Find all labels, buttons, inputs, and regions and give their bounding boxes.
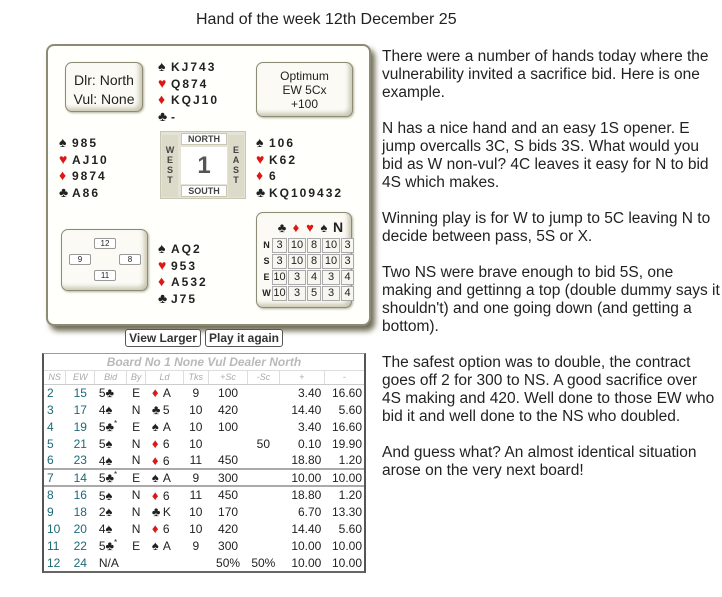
table-row: [44, 486, 364, 503]
optimum-box: [256, 62, 353, 117]
ns-matchpoints: 3.40: [298, 385, 322, 400]
tricks: 9: [192, 538, 200, 553]
hcp-west: 9: [69, 254, 91, 265]
article-paragraph: And guess what? An almost identical situation arose on the very next board!: [382, 444, 697, 479]
plus-score: 170: [218, 504, 239, 519]
lead-card: A: [162, 539, 171, 553]
plus-score: 50%: [216, 555, 241, 570]
plus-score: 450: [218, 488, 239, 502]
west-clubs: A86: [72, 185, 101, 200]
dd-cell: 10: [288, 254, 306, 269]
south-clubs: J75: [171, 291, 198, 306]
minus-score: [248, 452, 280, 469]
results-table: [42, 353, 366, 573]
table-row: [44, 418, 364, 435]
minus-score: [248, 469, 280, 486]
dd-row-e: [261, 269, 355, 285]
bid-cell: [95, 401, 127, 418]
west-spades: 985: [72, 136, 99, 150]
dd-row-w: [261, 285, 355, 301]
ew-pair: 16: [73, 488, 87, 502]
declarer: [126, 554, 146, 571]
dd-cell: 8: [307, 254, 321, 269]
spade-icon: ♠: [105, 436, 113, 451]
view-larger-button[interactable]: View Larger: [125, 329, 201, 347]
heart-icon: ♥: [306, 220, 314, 235]
lead-cell: [146, 435, 183, 452]
col-plus-score: +Sc: [209, 371, 248, 384]
spade-icon: ♠: [151, 470, 159, 485]
bid-cell: [95, 503, 127, 520]
lead-cell: [146, 537, 183, 554]
bid-cell: [95, 435, 127, 452]
bid-level: 2: [98, 505, 106, 519]
dd-seat: S: [263, 256, 270, 266]
ns-pair: 9: [47, 504, 54, 519]
lead-cell: [146, 401, 183, 418]
dealer-vul-box: [65, 62, 143, 112]
article-paragraph: Two NS were brave enough to bid 5S, one making and gettinng a top (double dummy says it shouldn't) and one going down (and getting a bottom).: [382, 264, 720, 335]
lead-card: A: [162, 420, 171, 434]
article-paragraph: N has a nice hand and an easy 1S opener. E jump overcalls 3C, S bids 3S. What would you bid as W non-vul? 4C leaves it easy for N to bid 4S which makes.: [382, 120, 709, 191]
table-row: [44, 503, 364, 520]
bid-cell: [95, 486, 127, 503]
table-row: [44, 401, 364, 418]
compass-north: NORTH: [181, 133, 227, 145]
lead-card: 6: [162, 437, 170, 451]
lead-card: A: [162, 386, 171, 401]
ns-pair: 8: [47, 488, 54, 502]
col-plus-mp: +: [279, 371, 324, 384]
diamond-icon: ♦: [292, 220, 300, 235]
col-ew: EW: [66, 371, 95, 384]
east-hand: [256, 134, 343, 200]
club-icon: ♣: [105, 470, 115, 485]
dealer-label: Dlr: North: [74, 72, 134, 88]
ew-pair: 23: [73, 453, 87, 467]
south-hearts: 953: [171, 258, 198, 273]
tricks: 10: [189, 402, 203, 417]
plus-score: 300: [218, 538, 239, 553]
notrump-label: N: [332, 219, 344, 235]
ns-pair: 2: [47, 385, 54, 400]
declarer: N: [131, 504, 141, 519]
bid-level: 4: [98, 522, 106, 536]
col-minus-mp: -: [324, 371, 364, 384]
ew-pair: 20: [73, 521, 87, 536]
plus-score: 420: [218, 402, 239, 417]
declarer: E: [132, 419, 141, 434]
tricks: 10: [189, 436, 203, 451]
table-row: [44, 520, 364, 537]
lead-cell: [146, 554, 183, 571]
ns-pair: 4: [47, 419, 54, 434]
ns-matchpoints: 10.00: [291, 555, 322, 570]
hcp-north: 12: [94, 238, 116, 249]
tricks: 10: [189, 504, 203, 519]
north-clubs: -: [171, 109, 177, 124]
diamond-icon: ♦: [151, 385, 159, 401]
declarer: E: [132, 385, 141, 400]
diamond-icon: ♦: [151, 452, 159, 468]
declarer: N: [131, 402, 141, 417]
lead-cell: [146, 418, 183, 435]
diamond-icon: ♦: [158, 273, 166, 289]
vulnerability-label: Vul: None: [73, 91, 135, 107]
dd-row-s: [261, 253, 355, 269]
east-spades: 106: [269, 136, 296, 150]
ew-pair: 18: [73, 504, 87, 519]
dd-cell: 5: [307, 286, 321, 301]
plus-score: 420: [218, 521, 239, 536]
table-row: [44, 537, 364, 554]
tricks: 10: [189, 521, 203, 536]
optimum-score: +100: [290, 97, 319, 111]
south-spades: AQ2: [171, 242, 202, 256]
diamond-icon: ♦: [158, 91, 166, 107]
spade-icon: ♠: [151, 419, 159, 434]
bid-cell: [95, 418, 127, 435]
bid-level: 4: [98, 403, 106, 417]
dd-seat: W: [262, 288, 271, 298]
spade-icon: ♠: [59, 134, 67, 150]
east-diamonds: 6: [269, 169, 278, 183]
dd-cell: 3: [288, 286, 306, 301]
dd-seat: N: [263, 240, 270, 250]
compass-south: SOUTH: [181, 185, 227, 197]
ns-pair: 12: [47, 555, 61, 570]
spade-icon: ♠: [105, 521, 113, 536]
ns-pair: 3: [47, 402, 54, 417]
spade-icon: ♠: [105, 452, 113, 468]
bid-level: 4: [98, 453, 106, 468]
ew-matchpoints: 19.90: [331, 436, 362, 451]
dd-cell: 10: [288, 238, 306, 253]
dd-cell: 3: [322, 286, 340, 301]
north-spades: KJ743: [171, 60, 217, 74]
dd-cell: 3: [272, 254, 287, 269]
minus-score: [248, 418, 280, 435]
ew-matchpoints: 5.60: [338, 521, 362, 536]
table-row: [44, 384, 364, 401]
dd-seat: E: [263, 272, 270, 282]
article-text: [382, 48, 720, 498]
dd-grid: [261, 237, 355, 301]
minus-score: [248, 537, 280, 554]
dd-cell: 10: [273, 270, 286, 283]
declarer: N: [131, 436, 141, 451]
ew-matchpoints: 1.20: [338, 453, 362, 467]
table-row: [44, 469, 364, 486]
hcp-box: [61, 229, 148, 291]
hand-diagram: [46, 44, 371, 326]
dd-cell: 10: [273, 286, 286, 299]
dd-cell: 4: [341, 270, 354, 285]
lead-card: 6: [162, 488, 170, 503]
ns-matchpoints: 18.80: [291, 488, 322, 502]
ns-matchpoints: 6.70: [298, 504, 322, 519]
double-dummy-table: [256, 212, 352, 308]
col-ns: NS: [44, 371, 66, 384]
ew-pair: 15: [73, 385, 87, 400]
board-number: 1: [181, 147, 227, 184]
minus-score: 50: [256, 436, 271, 451]
declarer: E: [126, 469, 146, 486]
dd-cell: 10: [322, 254, 340, 269]
spade-icon: ♠: [105, 402, 113, 417]
bid-level: 5: [98, 471, 106, 485]
bid-cell: [95, 452, 127, 469]
east-hearts: K62: [269, 152, 298, 167]
plus-score: 100: [218, 419, 239, 434]
declarer: E: [132, 538, 141, 553]
lead-card: 6: [162, 453, 170, 468]
ew-pair: 19: [73, 419, 87, 434]
article-paragraph: The safest option was to double, the contract goes off 2 for 300 to NS. A good sacrifice over 4S making and 420. Well done to those EW who bid it and well done to the NS who doubled.: [382, 354, 715, 425]
spade-icon: ♠: [320, 220, 328, 235]
ew-pair: 14: [66, 469, 95, 486]
article-paragraph: There were a number of hands today where the vulnerability invited a sacrifice bid. Here is one example.: [382, 48, 709, 101]
lead-card: 6: [162, 522, 170, 536]
bid-cell: [95, 469, 127, 486]
bid-level: 5: [98, 488, 106, 503]
spade-icon: ♠: [158, 240, 166, 256]
spade-icon: ♠: [105, 487, 113, 503]
north-hand: [158, 58, 219, 124]
lead-cell: [146, 469, 183, 486]
doubled-marker: *: [114, 419, 118, 428]
bid-level: 5: [98, 437, 106, 451]
diamond-icon: ♦: [151, 436, 159, 451]
table-row: [44, 435, 364, 452]
ns-matchpoints: 10.00: [291, 538, 322, 553]
lead-cell: [146, 503, 183, 520]
diamond-icon: ♦: [59, 167, 67, 183]
ns-pair: 11: [47, 538, 60, 553]
minus-score: [248, 486, 280, 503]
ns-matchpoints: 10.00: [279, 469, 324, 486]
spade-icon: ♠: [151, 538, 159, 553]
tricks: 9: [192, 385, 200, 400]
north-diamonds: KQJ10: [171, 93, 220, 107]
spade-icon: ♠: [256, 134, 264, 150]
col-tks: Tks: [183, 371, 208, 384]
lead-cell: [146, 486, 183, 503]
ns-matchpoints: 3.40: [298, 419, 322, 434]
club-icon: ♣: [277, 220, 287, 235]
lead-cell: [146, 520, 183, 537]
ew-matchpoints: 5.60: [338, 402, 362, 417]
table-row: [44, 554, 364, 571]
page-title: Hand of the week 12th December 25: [196, 11, 457, 28]
club-icon: ♣: [105, 385, 115, 401]
col-minus-score: -Sc: [248, 371, 280, 384]
ew-matchpoints: 1.20: [338, 488, 362, 502]
hcp-south: 11: [94, 270, 116, 281]
diamond-icon: ♦: [151, 521, 159, 536]
col-by: By: [126, 371, 146, 384]
club-icon: ♣: [151, 402, 161, 417]
bid-cell: [95, 554, 127, 571]
dd-cell: 4: [307, 270, 321, 285]
doubled-marker: *: [114, 538, 118, 547]
diamond-icon: ♦: [256, 167, 264, 183]
bid-cell: [95, 384, 127, 401]
south-hand: [158, 240, 208, 306]
ew-pair: 24: [73, 555, 87, 570]
ns-pair: 5: [47, 436, 54, 451]
dd-header: [275, 219, 345, 235]
ew-matchpoints: 10.00: [331, 538, 362, 553]
heart-icon: ♥: [59, 150, 68, 167]
dd-cell: 3: [288, 270, 306, 285]
dd-cell: 10: [322, 238, 340, 253]
bid-level: 5: [98, 420, 106, 434]
ew-pair: 17: [73, 402, 87, 417]
table-row: [44, 452, 364, 469]
col-bid: Bid: [95, 371, 127, 384]
ew-matchpoints: 16.60: [331, 419, 362, 434]
compass-east: E A S T: [228, 135, 244, 197]
optimum-contract: EW 5Cx: [282, 83, 327, 97]
bid-level: 5: [98, 539, 106, 553]
ns-pair: 7: [44, 469, 66, 486]
col-ld: Ld: [146, 371, 183, 384]
hcp-east: 8: [119, 254, 141, 265]
ew-pair: 22: [73, 538, 87, 553]
bid-level: N/A: [98, 556, 119, 570]
play-again-button[interactable]: Play it again: [205, 329, 283, 347]
tricks: 10: [189, 419, 203, 434]
results-header-row: [44, 371, 364, 384]
dd-cell: 3: [272, 238, 287, 253]
dd-cell: 8: [307, 238, 321, 253]
ew-matchpoints: 10.00: [331, 555, 362, 570]
optimum-title: Optimum: [280, 69, 329, 83]
minus-score: [248, 503, 280, 520]
ns-matchpoints: 14.40: [291, 402, 322, 417]
declarer: N: [131, 453, 141, 467]
plus-score: 450: [218, 453, 239, 467]
tricks: [183, 554, 208, 571]
club-icon: ♣: [151, 504, 161, 519]
spade-icon: ♠: [105, 504, 113, 519]
compass-west: W E S T: [162, 135, 178, 197]
declarer: N: [131, 521, 141, 536]
minus-score: 50%: [251, 555, 276, 570]
minus-score: [248, 384, 280, 401]
article-paragraph: Winning play is for W to jump to 5C leaving N to decide between pass, 5S or X.: [382, 210, 711, 245]
heart-icon: ♥: [158, 256, 167, 273]
lead-card: 5: [162, 403, 170, 417]
lead-card: A: [162, 471, 171, 485]
club-icon: ♣: [59, 183, 69, 200]
tricks: 9: [183, 469, 208, 486]
ns-pair: 6: [47, 453, 54, 467]
minus-score: [248, 520, 280, 537]
club-icon: ♣: [256, 183, 266, 200]
tricks: 11: [189, 453, 203, 467]
west-hearts: AJ10: [72, 152, 109, 167]
west-hand: [59, 134, 109, 200]
club-icon: ♣: [105, 538, 115, 553]
minus-score: [248, 401, 280, 418]
lead-card: K: [162, 505, 171, 519]
plus-score: 300: [209, 469, 248, 486]
lead-cell: [146, 384, 183, 401]
plus-score: [209, 435, 248, 452]
ns-matchpoints: 14.40: [291, 521, 322, 536]
club-icon: ♣: [105, 419, 115, 434]
ns-matchpoints: 18.80: [291, 453, 322, 467]
compass: [160, 131, 246, 199]
bid-level: 5: [98, 386, 106, 401]
north-hearts: Q874: [171, 76, 209, 91]
ew-matchpoints: 13.30: [331, 504, 362, 519]
ns-matchpoints: 0.10: [298, 436, 322, 451]
ew-matchpoints: 10.00: [324, 469, 364, 486]
lead-cell: [146, 452, 183, 469]
ew-matchpoints: 16.60: [331, 385, 362, 400]
dd-cell: 3: [322, 270, 340, 285]
bid-cell: [95, 537, 127, 554]
west-diamonds: 9874: [72, 169, 107, 183]
club-icon: ♣: [158, 107, 168, 124]
dd-cell: 3: [341, 254, 354, 269]
results-caption: Board No 1 None Vul Dealer North: [44, 354, 364, 371]
spade-icon: ♠: [158, 58, 166, 74]
diamond-icon: ♦: [151, 487, 159, 503]
bid-cell: [95, 520, 127, 537]
plus-score: 100: [218, 385, 239, 400]
dd-cell: 3: [341, 238, 354, 253]
dd-row-n: [261, 237, 355, 253]
heart-icon: ♥: [256, 150, 265, 167]
doubled-marker: *: [114, 470, 118, 479]
heart-icon: ♥: [158, 74, 167, 91]
club-icon: ♣: [158, 289, 168, 306]
south-diamonds: A532: [171, 275, 208, 289]
tricks: 11: [189, 488, 203, 502]
dd-cell: 4: [341, 286, 354, 301]
ew-pair: 21: [73, 436, 87, 451]
declarer: N: [131, 488, 141, 502]
ns-pair: 10: [47, 521, 61, 536]
east-clubs: KQ109432: [269, 185, 344, 200]
